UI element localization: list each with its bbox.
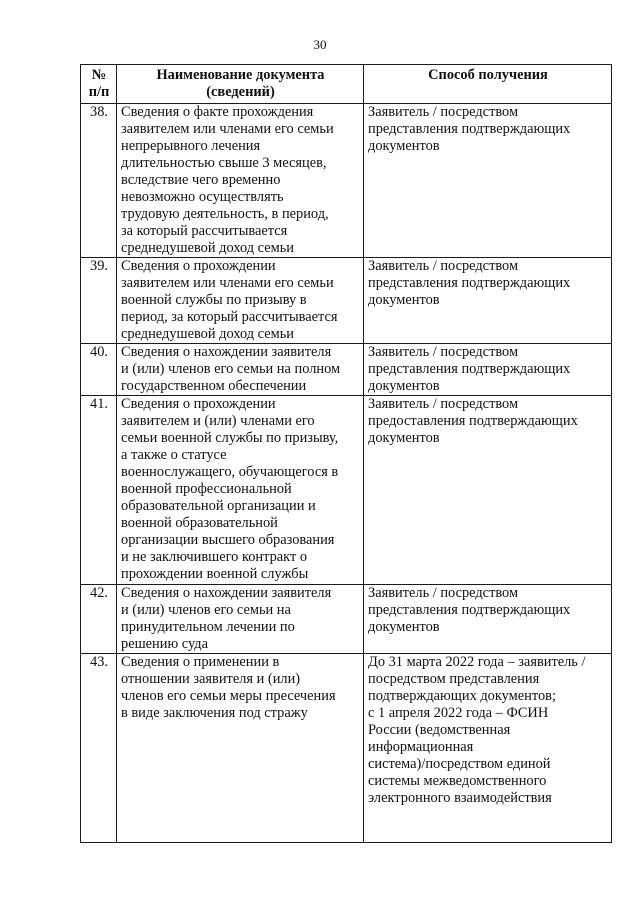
table-row (81, 396, 612, 585)
page-number: 30 (313, 37, 327, 52)
receipt-method: Заявитель / посредством представления подтверждающих документов (364, 258, 612, 344)
receipt-method: Заявитель / посредством представления подтверждающих документов (364, 104, 612, 258)
row-number: 43. (81, 654, 117, 843)
row-number: 42. (81, 585, 117, 654)
receipt-method: Заявитель / посредством предоставления подтверждающих документов (364, 396, 612, 585)
document-name: Сведения о нахождении заявителя и (или) членов его семьи на принудительном лечении по решению суда (117, 585, 364, 654)
receipt-method: Заявитель / посредством представления подтверждающих документов (364, 585, 612, 654)
table-row (81, 344, 612, 396)
row-number: 41. (81, 396, 117, 585)
header-number: № п/п (81, 65, 117, 104)
receipt-method: Заявитель / посредством представления подтверждающих документов (364, 344, 612, 396)
receipt-method: До 31 марта 2022 года – заявитель / посредством представления подтверждающих документов; с 1 апреля 2022 года – ФСИН России (ведомственная информационная система)/посредством единой системы межведомственного электронного взаимодействия (364, 654, 612, 843)
header-method: Способ получения (364, 65, 612, 104)
table-row (81, 258, 612, 344)
table-row (81, 654, 612, 843)
document-name: Сведения о прохождении заявителем или членами его семьи военной службы по призыву в период, за который рассчитывается среднедушевой доход семьи (117, 258, 364, 344)
table-row (81, 104, 612, 258)
document-name: Сведения о нахождении заявителя и (или) членов его семьи на полном государственном обеспечении (117, 344, 364, 396)
table-row (81, 585, 612, 654)
document-name: Сведения о факте прохождения заявителем или членами его семьи непрерывного лечения длительностью свыше 3 месяцев, вследствие чего временно невозможно осуществлять трудовую деятельность, в период, за который рассчитывается среднедушевой доход семьи (117, 104, 364, 258)
document-name: Сведения о прохождении заявителем и (или) членами его семьи военной службы по призыву, а также о статусе военнослужащего, обучающегося в военной профессиональной образовательной организации и военной образовательной организации высшего образования и не заключившего контракт о прохождении военной службы (117, 396, 364, 585)
row-number: 38. (81, 104, 117, 258)
header-document-name: Наименование документа (сведений) (117, 65, 364, 104)
documents-table (80, 64, 612, 843)
document-name: Сведения о применении в отношении заявителя и (или) членов его семьи меры пресечения в виде заключения под стражу (117, 654, 364, 843)
row-number: 39. (81, 258, 117, 344)
row-number: 40. (81, 344, 117, 396)
table-header-row (81, 65, 612, 104)
